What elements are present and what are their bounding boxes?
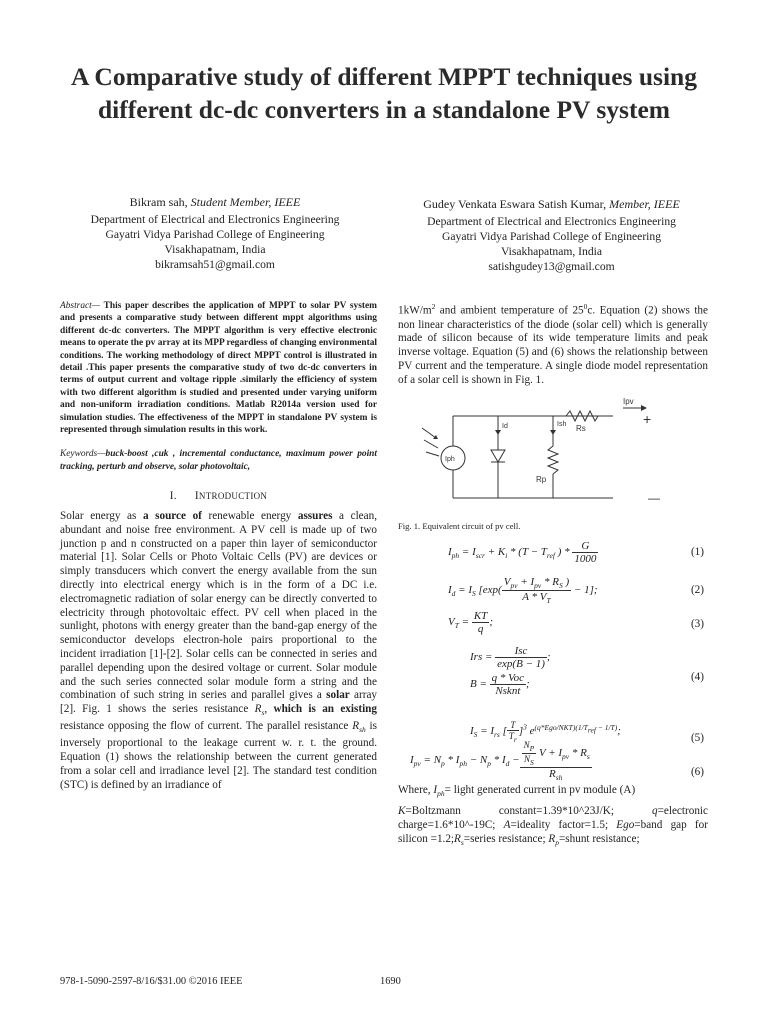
equation-number: (3) [690, 618, 704, 630]
text-run: resistance opposing the flow of current. The parallel resistance [60, 720, 353, 733]
page-number: 1690 [380, 976, 401, 987]
section-heading [60, 490, 377, 504]
author-name-line [395, 197, 708, 212]
left-column [60, 300, 377, 792]
text-run: =shunt resistance; [558, 832, 640, 845]
author-college: Gayatri Vidya Parishad College of Engineering [442, 230, 661, 243]
text-run: Solar energy as [60, 510, 143, 523]
text-run: =band gap for silicon =1.2; [398, 818, 708, 845]
equation-number: (5) [690, 732, 704, 744]
symbol-sub: ph [437, 789, 445, 799]
symbol-ego: Ego [616, 818, 635, 831]
text-run: 1kW/m [398, 304, 432, 317]
minus-terminal: — [648, 491, 660, 505]
text-run: is inversely proportional to the leakage current w. r. t. the ground. Equation (1) shows the relationship between the current generated from a solar cell and irradiance level [2]. The standard test condition (STC) is defined by an irradiance of [60, 720, 378, 791]
right-column [398, 300, 708, 388]
text-run: =Boltzmann constant=1.39*10^23J/K; [405, 805, 652, 817]
equation-number: (6) [690, 766, 704, 778]
symbol-rs: R [254, 703, 262, 716]
label-ipv: Ipv [623, 398, 634, 406]
bold-run: a source of [142, 510, 202, 523]
symbol-k: K [398, 805, 406, 817]
label-id: Id [502, 423, 508, 430]
text-run: and ambient temperature of 25 [435, 304, 584, 317]
equation-3: $V_T$ = $\frac{KT}{q}$ ; (3) [448, 610, 704, 635]
text-run: = light generated current in pv module (A) [444, 784, 636, 796]
text-run: =electronic charge=1.6*10^-19C; [398, 805, 708, 831]
author-name: Gudey Venkata Eswara Satish Kumar, [423, 197, 607, 211]
keywords-text: buck-boost ,cuk , incremental conductance, maximum power point tracking, perturb and observe, solar photovoltaic, [60, 449, 377, 472]
where-line [398, 784, 708, 801]
equation-number: (1) [690, 546, 704, 558]
symbol-rsh: R [352, 720, 360, 733]
label-rs: Rs [576, 424, 586, 433]
keywords-label: Keywords— [60, 449, 106, 460]
section-title-initial: I [194, 490, 199, 503]
symbol-rs: R [454, 832, 461, 845]
author-block-1 [60, 195, 370, 272]
abstract-text: This paper describes the application of MPPT to solar PV system and presents a comparative study between different mppt algorithms using different dc-dc converters. The MPPT algorithm is very effective electronic means to operate the pv array at its MPP regardless of changing environmental conditions. The working methodology of direct MPPT control is illustrated in detail .This paper presents the comparative study of two dc-dc converters in terms of output current and voltage ripple .similarly the efficiency of system with two different algorithm is studied and presented under varying uniform and non-uniform irradiation conditions. Matlab R2014a version used for simulation studies. The effectiveness of the MPPT in standalone PV system is represented through simulation results in this work. [60, 301, 377, 436]
symbol-a: A [503, 818, 511, 831]
text-run: array [2]. Fig. 1 shows the series resistance [60, 689, 378, 716]
bold-run: which is an existing [273, 703, 377, 716]
superscript: 0 [583, 302, 588, 311]
right-paragraph [398, 300, 708, 388]
text-run: =ideality factor=1.5; [510, 818, 617, 831]
equation-2: $I_d = I_S$ [exp( $\frac{V_{pv} + I_{pv} * R_S )}{A * V_T}$ − 1]; (2) [448, 576, 704, 606]
section-title-rest: NTRODUCTION [198, 491, 268, 502]
text-run: c. Equation (2) shows the non linear characteristics of the diode (solar cell) which is generally made of silicon because of its wide temperature limits and peak inverse voltage. Equation (5) and (6) shows the relationship between PV current and the temperature. A single diode model representation of a solar cell is shown in Fig. 1. [398, 304, 708, 386]
symbol-rp: R [548, 832, 556, 845]
equation-6: $I_{pv} = N_p * I_{ph} - N_p * I_d$ − $\frac{N_P}{N_S}$ $V + I_{pv} * R_s$ $R_{sh}$ (6) [410, 740, 704, 782]
section-number: I. [169, 490, 177, 503]
author-block-2 [395, 197, 708, 274]
intro-paragraph [60, 510, 377, 792]
constants-definitions [398, 805, 708, 850]
abstract-label: Abstract— [60, 301, 101, 311]
label-ish: Ish [557, 421, 567, 428]
text-run: renewable energy [201, 510, 298, 523]
author-college: Gayatri Vidya Parishad College of Engineering [105, 228, 325, 241]
text-run: Where, [398, 784, 434, 796]
plus-terminal: + [643, 411, 652, 427]
symbol-q: q [651, 805, 658, 817]
author-city: Visakhapatnam, India [164, 243, 266, 256]
author-role: Student Member, IEEE [190, 195, 301, 209]
symbol-sub: s [261, 708, 265, 718]
paper-title: A Comparative study of different MPPT techniques using different dc-dc converters in a standalone PV system [71, 62, 697, 124]
author-city: Visakhapatnam, India [500, 245, 603, 258]
author-email: bikramsah51@gmail.com [155, 258, 275, 271]
author-role: Member, IEEE [609, 197, 680, 211]
author-dept: Department of Electrical and Electronics Engineering [427, 215, 676, 228]
bold-run: solar [326, 689, 350, 702]
text-run: =series resistance; [463, 832, 549, 845]
label-rp: Rp [536, 475, 547, 484]
text-run: , [264, 703, 274, 716]
superscript: 2 [431, 302, 436, 311]
author-name-line [60, 195, 370, 210]
equivalent-circuit-diagram [418, 398, 678, 518]
equation-number: (2) [690, 584, 704, 596]
author-dept: Department of Electrical and Electronics Engineering [90, 213, 340, 226]
equation-5: $I_S = I_{rs}$ [ $\frac{T}{T_r}$ ]$^3$ $e^{(q*Ego/NKT)(1/T_{ref} - 1/T)}$; (5) [470, 720, 704, 744]
equation-1: $I_{ph} = I_{scr} + K_i * (T - T_{ref}$ ) * $\frac{G}{1000}$ (1) [448, 540, 704, 565]
bold-run: assures [297, 510, 333, 523]
label-iph: Iph [445, 456, 455, 463]
symbol-sub: p [555, 837, 559, 847]
symbol-iph: I [433, 784, 438, 796]
keywords [60, 448, 377, 473]
symbol-sub: sh [359, 725, 366, 735]
text-run: a clean, abundant and noise free environment. A PV cell is made up of two junction p and n constructed on a paper thin layer of semiconductor material [1]. Solar Cells or Photo Voltaic Cells (PV) are devices or simply transducers which convert the energy available from the sun directly into electrical energy which is in the form of a DC i.e. electromagnetic radiation of solar energy can be directly converted to electricity through photovoltaic effect. PV cell when placed in the sunlight, photons with energy greater than the band-gap energy of the semiconductor develops electron-hole pairs proportional to the incident irradiation [1]-[2]. Solar cells can be connected in series and parallel depending upon the desired voltage or current. Solar module and the such series connected solar module form a string and the combination of such string in series and parallel gives a [60, 510, 378, 702]
equation-number: (4) [690, 671, 704, 683]
symbol-sub: s [460, 837, 464, 847]
figure-caption: Fig. 1. Equivalent circuit of pv cell. [398, 521, 521, 531]
author-email: satishgudey13@gmail.com [488, 260, 615, 273]
abstract [60, 300, 377, 436]
author-name: Bikram sah, [129, 195, 188, 209]
equation-4: Irs = $\frac{\text{Isc}}{\exp(B - 1)}$ ; B = $\frac{\text{q * Voc}}{\text{Nsknt}}$ ; (4) [470, 645, 704, 697]
footer-isbn: 978-1-5090-2597-8/16/$31.00 ©2016 IEEE [60, 976, 243, 987]
